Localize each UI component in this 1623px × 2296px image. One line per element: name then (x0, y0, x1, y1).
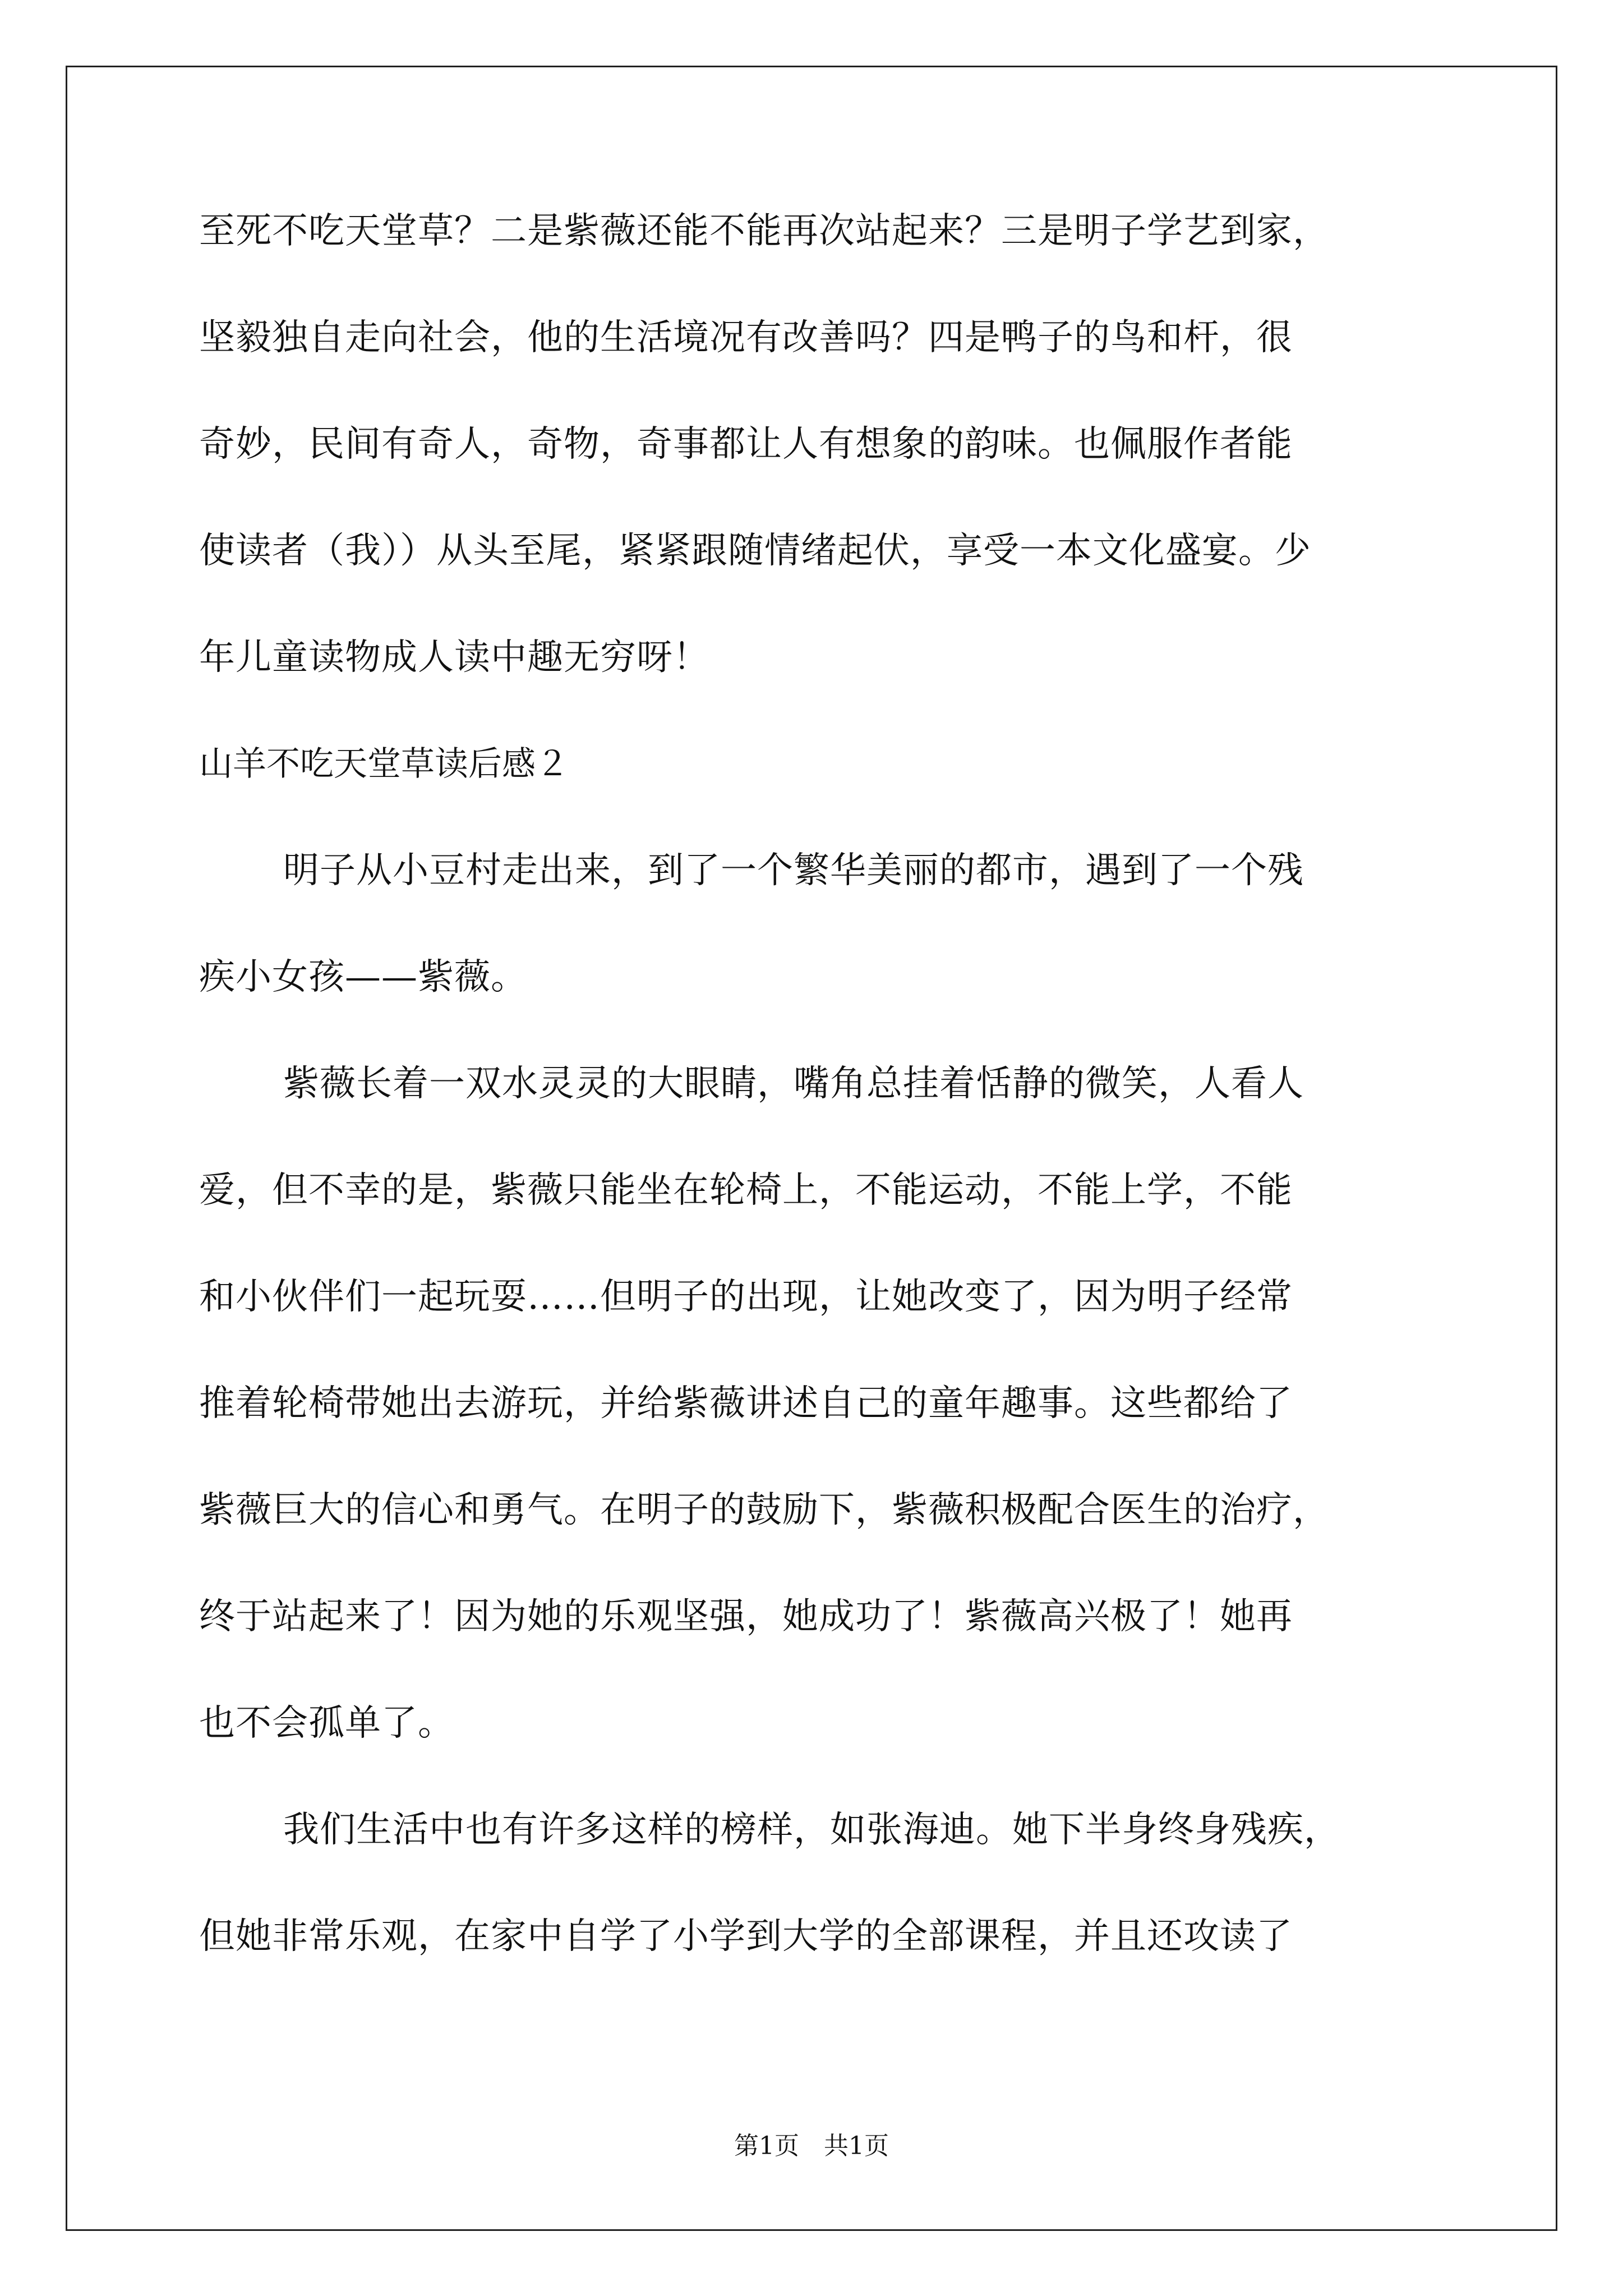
text-line: 我们生活中也有许多这样的榜样，如张海迪。她下半身终身残疾， (283, 1809, 1340, 1851)
text-line: 使读者（我））从头至尾，紧紧跟随情绪起伏，享受一本文化盛宴。少 (199, 530, 1311, 572)
page-border (66, 66, 1557, 2231)
text-line: 明子从小豆村走出来，到了一个繁华美丽的都市，遇到了一个残 (283, 850, 1304, 891)
text-line: 爱，但不幸的是，紫薇只能坐在轮椅上，不能运动，不能上学，不能 (199, 1170, 1293, 1211)
text-line: 奇妙，民间有奇人，奇物，奇事都让人有想象的韵味。也佩服作者能 (199, 424, 1293, 465)
text-line: 推着轮椅带她出去游玩，并给紫薇讲述自己的童年趣事。这些都给了 (199, 1383, 1293, 1424)
page-footer: 第1页 共1页 (734, 2132, 889, 2160)
text-line: 年儿童读物成人读中趣无穷呀！ (199, 637, 709, 678)
section-heading: 山羊不吃天堂草读后感２ (199, 744, 569, 784)
text-line: 但她非常乐观，在家中自学了小学到大学的全部课程，并且还攻读了 (199, 1916, 1293, 1957)
text-line: 和小伙伴们一起玩耍……但明子的出现，让她改变了，因为明子经常 (199, 1276, 1293, 1318)
text-line: 紫薇巨大的信心和勇气。在明子的鼓励下，紫薇积极配合医生的治疗， (199, 1489, 1329, 1531)
text-line: 坚毅独自走向社会，他的生活境况有改善吗？四是鸭子的鸟和杆，很 (199, 317, 1293, 358)
text-line: 至死不吃天堂草？二是紫薇还能不能再次站起来？三是明子学艺到家， (199, 210, 1329, 252)
text-line: 紫薇长着一双水灵灵的大眼睛，嘴角总挂着恬静的微笑，人看人 (283, 1063, 1304, 1105)
text-line: 也不会孤单了。 (199, 1703, 454, 1744)
text-line: 终于站起来了！因为她的乐观坚强，她成功了！紫薇高兴极了！她再 (199, 1596, 1293, 1637)
text-line: 疾小女孩——紫薇。 (199, 956, 527, 998)
